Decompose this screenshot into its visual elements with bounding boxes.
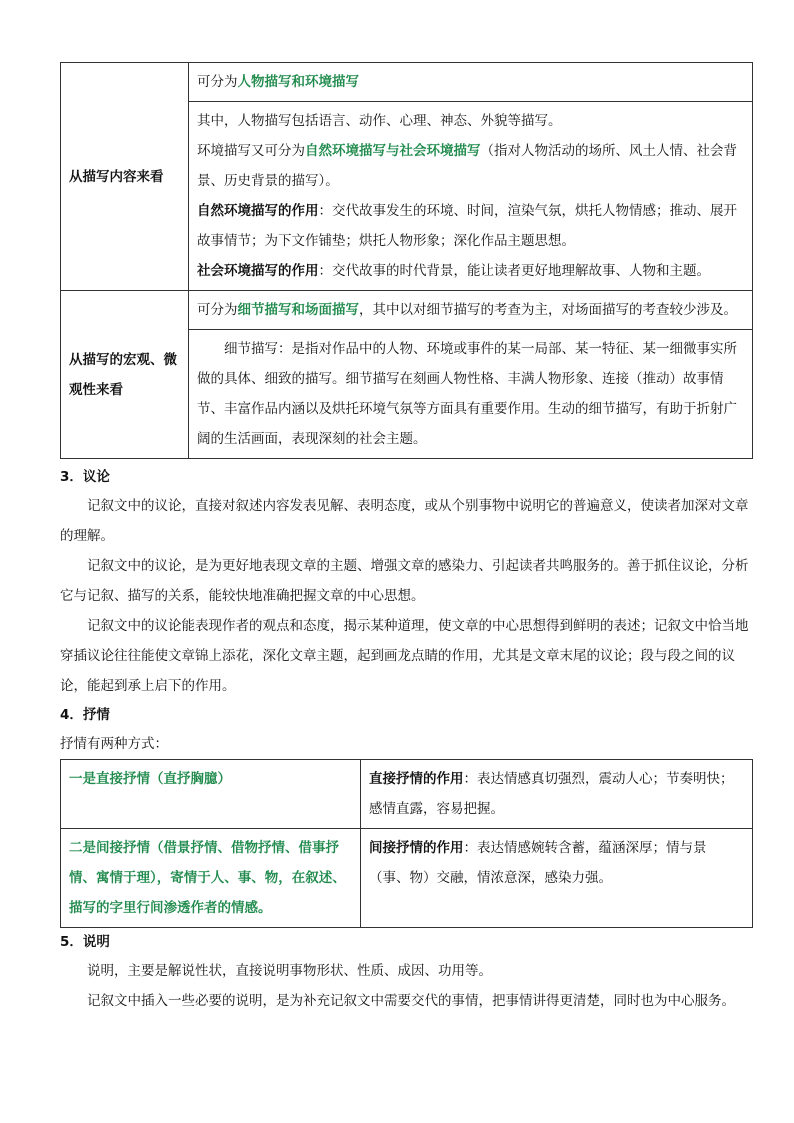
highlight-term: 人物描写和环境描写 xyxy=(237,74,359,90)
document-page xyxy=(60,62,752,1016)
table-row xyxy=(61,291,753,330)
description-table xyxy=(60,62,753,459)
text-span: ：表达情感真切强烈，震动人心；节奏明快；感情直露，容易把握。 xyxy=(369,771,734,817)
table-cell xyxy=(189,102,753,291)
table-cell xyxy=(189,291,753,330)
lyric-table xyxy=(60,759,753,928)
table-cell xyxy=(361,760,753,829)
intro-prefix: 可分为 xyxy=(197,74,238,90)
row-label: 从描写内容来看 xyxy=(61,63,189,291)
table-cell xyxy=(361,829,753,928)
section-heading: 3．议论 xyxy=(60,469,110,485)
row-label: 从描写的宏观、微观性来看 xyxy=(61,291,189,459)
paragraph: 记叙文中的议论，是为更好地表现文章的主题、增强文章的感染力、引起读者共鸣服务的。善于抓住议论，分析它与记叙、描写的关系，能较快地准确把握文章的中心思想。 xyxy=(60,558,749,604)
paragraph: 记叙文中插入一些必要的说明，是为补充记叙文中需要交代的事情，把事情讲得更清楚，同时也为中心服务。 xyxy=(87,993,735,1009)
text-span: （指对人物活动的场所、风土人情、社会背景、历史背景的描写）。 xyxy=(197,143,737,189)
paragraph xyxy=(197,256,744,286)
highlight-term: 细节描写和场面描写 xyxy=(237,302,359,318)
bold-term: 自然环境描写的作用 xyxy=(197,203,319,219)
paragraph xyxy=(197,196,744,256)
section-5 xyxy=(60,928,752,1016)
text-span: ，其中以对细节描写的考查为主，对场面描写的考查较少涉及。 xyxy=(359,302,737,318)
text-span: ：交代故事的时代背景，能让读者更好地理解故事、人物和主题。 xyxy=(318,263,710,279)
section-3 xyxy=(60,463,752,701)
paragraph: 记叙文中的议论能表现作者的观点和态度，揭示某种道理，使文章的中心思想得到鲜明的表述；记叙文中恰当地穿插议论往往能使文章锦上添花，深化文章主题，起到画龙点睛的作用，尤其是文章末尾的议论；段与段之间的议论，能起到承上启下的作用。 xyxy=(60,618,749,694)
paragraph: 记叙文中的议论，直接对叙述内容发表见解、表明态度，或从个别事物中说明它的普遍意义，使读者加深对文章的理解。 xyxy=(60,498,749,544)
bold-term: 直接抒情的作用 xyxy=(369,771,464,787)
table-row xyxy=(61,63,753,102)
text-span: ：表达情感婉转含蓄，蕴涵深厚；情与景（事、物）交融，情浓意深，感染力强。 xyxy=(369,840,707,886)
section-4 xyxy=(60,701,752,928)
paragraph: 抒情有两种方式： xyxy=(60,736,168,752)
intro-prefix: 可分为 xyxy=(197,302,238,318)
table-row xyxy=(61,760,753,829)
section-heading: 4．抒情 xyxy=(60,707,110,723)
bold-term: 间接抒情的作用 xyxy=(369,840,464,856)
table-cell: 一是直接抒情（直抒胸臆） xyxy=(61,760,361,829)
section-heading: 5．说明 xyxy=(60,934,110,950)
paragraph xyxy=(197,136,744,196)
table-cell xyxy=(189,330,753,459)
highlight-term: 自然环境描写与社会环境描写 xyxy=(305,143,481,159)
table-cell xyxy=(189,63,753,102)
table-cell: 二是间接抒情（借景抒情、借物抒情、借事抒情、寓情于理），寄情于人、事、物，在叙述、描写的字里行间渗透作者的情感。 xyxy=(61,829,361,928)
table-row xyxy=(61,829,753,928)
bold-term: 社会环境描写的作用 xyxy=(197,263,319,279)
paragraph: 说明，主要是解说性状，直接说明事物形状、性质、成因、功用等。 xyxy=(87,963,492,979)
text-span: ：交代故事发生的环境、时间，渲染气氛，烘托人物情感；推动、展开故事情节；为下文作铺垫；烘托人物形象；深化作品主题思想。 xyxy=(197,203,737,249)
paragraph: 细节描写：是指对作品中的人物、环境或事件的某一局部、某一特征、某一细微事实所做的具体、细致的描写。细节描写在刻画人物性格、丰满人物形象、连接（推动）故事情节、丰富作品内涵以及烘托环境气氛等方面具有重要作用。生动的细节描写，有助于折射广阔的生活画面，表现深刻的社会主题。 xyxy=(197,341,737,447)
paragraph: 其中，人物描写包括语言、动作、心理、神态、外貌等描写。 xyxy=(197,113,562,129)
text-span: 环境描写又可分为 xyxy=(197,143,305,159)
